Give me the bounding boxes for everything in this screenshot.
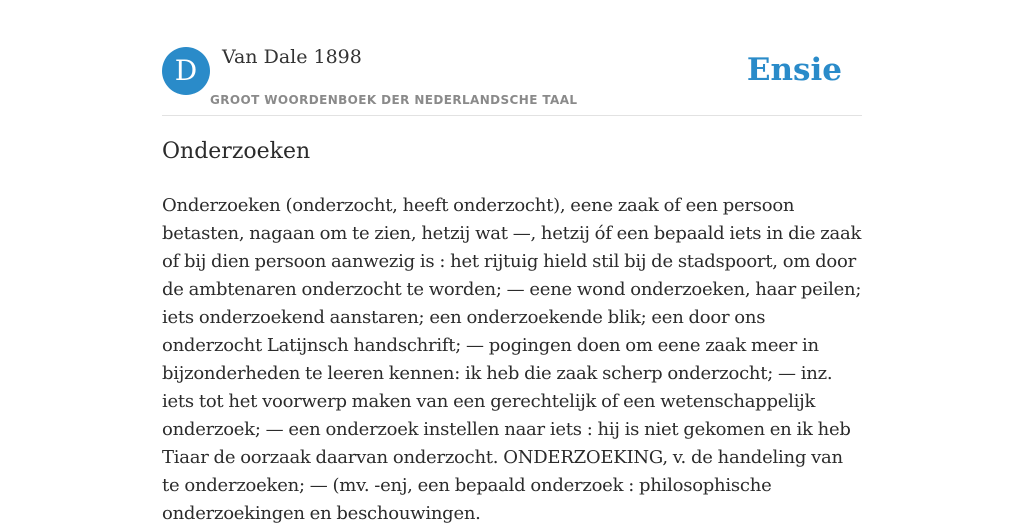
- source-title-link[interactable]: Van Dale 1898: [222, 46, 362, 68]
- source-subtitle: GROOT WOORDENBOEK DER NEDERLANDSCHE TAAL: [210, 93, 578, 107]
- dictionary-logo-icon[interactable]: D: [162, 47, 210, 95]
- ensie-brand-logo[interactable]: Ensie: [746, 52, 842, 88]
- entry-title: Onderzoeken: [162, 139, 311, 164]
- header-divider: [162, 115, 862, 116]
- entry-definition: Onderzoeken (onderzocht, heeft onderzocht), eene zaak of een persoon betasten, nagaan om te zien, hetzij wat —, hetzij óf een bepaald iets in die zaak of bij dien persoon aanwezig is : het rijtuig hield stil bij de stadspoort, om door de ambtenaren onderzocht te worden; — eene wond onderzoeken, haar peilen; iets onderzoekend aanstaren; een onderzoekende blik; een door ons onderzocht Latijnsch handschrift; — pogingen doen om eene zaak meer in bijzonderheden te leeren kennen: ik heb die zaak scherp onderzocht; — inz. iets tot het voorwerp maken van een gerechtelijk of een wetenschappelijk onderzoek; — een onderzoek instellen naar iets : hij is niet gekomen en ik heb Tiaar de oorzaak daarvan onderzocht. ONDERZOEKING, v. de handeling van te onderzoeken; — (mv. -enj, een bepaald onderzoek : philosophische onderzoekingen en beschouwingen.: [162, 195, 862, 524]
